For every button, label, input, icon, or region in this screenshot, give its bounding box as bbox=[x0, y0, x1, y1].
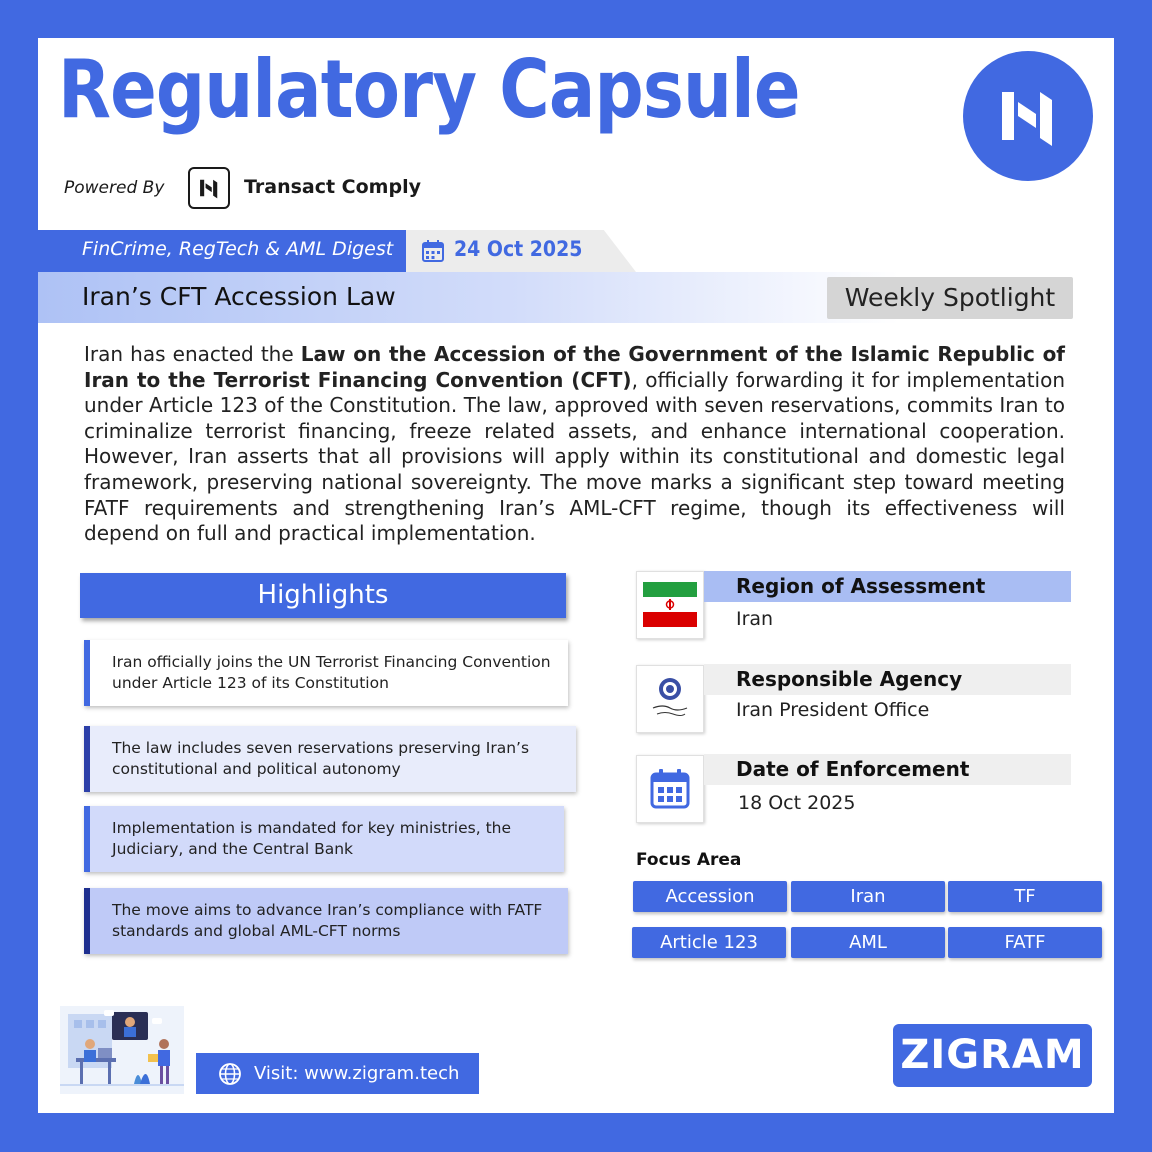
spotlight-badge: Weekly Spotlight bbox=[827, 277, 1073, 319]
topic-title: Iran’s CFT Accession Law bbox=[82, 282, 396, 311]
visit-website-link[interactable] bbox=[196, 1053, 479, 1094]
focus-tag: FATF bbox=[948, 927, 1102, 958]
agency-emblem-icon bbox=[636, 665, 704, 733]
highlight-item: The move aims to advance Iran’s compliance with FATF standards and global AML-CFT norms bbox=[84, 888, 568, 954]
highlight-item: Implementation is mandated for key ministries, the Judiciary, and the Central Bank bbox=[84, 806, 564, 872]
focus-tag: TF bbox=[948, 881, 1102, 912]
highlight-item: The law includes seven reservations preserving Iran’s constitutional and political autonomy bbox=[84, 726, 576, 792]
enforcement-value: 18 Oct 2025 bbox=[738, 792, 856, 814]
agency-label: Responsible Agency bbox=[704, 664, 1071, 695]
globe-icon bbox=[218, 1062, 242, 1086]
article-law-name: Law on the Accession of the Government of the Islamic Republic of Iran to the Terrorist Financing Convention (CFT) bbox=[84, 342, 1066, 392]
issue-date: 24 Oct 2025 bbox=[454, 237, 583, 261]
iran-flag-icon bbox=[636, 571, 704, 639]
brand-name: Transact Comply bbox=[244, 176, 421, 198]
focus-area-label: Focus Area bbox=[636, 850, 742, 870]
transact-comply-icon bbox=[188, 167, 230, 209]
focus-tag: Iran bbox=[791, 881, 945, 912]
highlights-header: Highlights bbox=[80, 573, 566, 618]
page-title: Regulatory Capsule bbox=[58, 43, 800, 136]
enforcement-label: Date of Enforcement bbox=[704, 754, 1071, 785]
office-illustration bbox=[60, 1006, 184, 1094]
zigram-logo: ZIGRAM bbox=[893, 1024, 1092, 1087]
region-label: Region of Assessment bbox=[704, 571, 1071, 602]
highlight-item: Iran officially joins the UN Terrorist Financing Convention under Article 123 of its Constitution bbox=[84, 640, 568, 706]
visit-url: Visit: www.zigram.tech bbox=[254, 1063, 460, 1084]
digest-label: FinCrime, RegTech & AML Digest bbox=[82, 238, 394, 260]
capsule-card bbox=[38, 38, 1114, 1113]
article-lead: Iran has enacted the bbox=[84, 342, 301, 366]
region-value: Iran bbox=[736, 608, 774, 630]
brand-logo bbox=[963, 51, 1093, 181]
agency-value: Iran President Office bbox=[736, 699, 930, 721]
calendar-icon bbox=[422, 240, 444, 262]
focus-tag: Accession bbox=[633, 881, 787, 912]
article-rest: , officially forwarding it for implementation under Article 123 of the Constitution. The law, approved with seven reservations, commits Iran to criminalize terrorist financing, freeze related assets, and enhance international cooperation. However, Iran asserts that all provisions will apply within its constitutional and domestic legal framework, preserving national sovereignty. The move marks a significant step toward meeting FATF requirements and strengthening Iran’s AML-CFT regime, though its effectiveness will depend on full and practical implementation. bbox=[84, 367, 1066, 546]
transact-comply-logo-icon bbox=[996, 84, 1060, 148]
enforcement-calendar-icon bbox=[636, 755, 704, 823]
article-body bbox=[84, 342, 1065, 547]
powered-by-label: Powered By bbox=[64, 178, 165, 198]
focus-tag: AML bbox=[791, 927, 945, 958]
focus-tag: Article 123 bbox=[632, 927, 786, 958]
